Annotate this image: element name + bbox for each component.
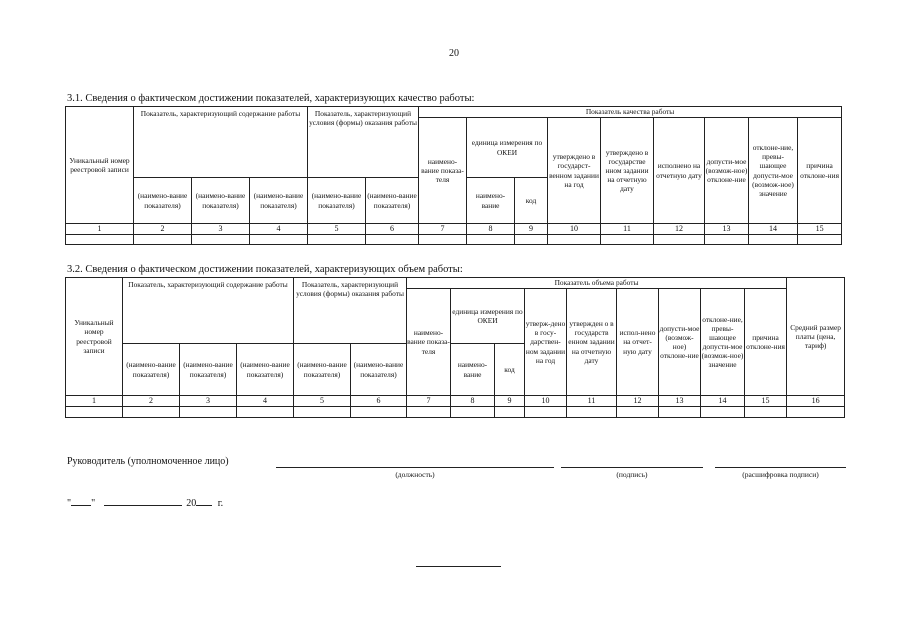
column-number: 2 (134, 224, 192, 235)
column-number: 12 (654, 224, 705, 235)
data-cell[interactable] (495, 407, 525, 418)
column-number: 2 (123, 396, 180, 407)
header-content-group: Показатель, характеризующий содержание работы (134, 107, 308, 178)
data-cell[interactable] (548, 234, 601, 244)
column-number: 6 (366, 224, 419, 235)
data-cell[interactable] (701, 407, 745, 418)
header-content-group: Показатель, характеризующий содержание работы (123, 278, 294, 344)
signature-line[interactable] (561, 467, 703, 468)
page-number: 20 (449, 48, 459, 59)
data-cell[interactable] (745, 407, 787, 418)
data-cell[interactable] (798, 234, 842, 244)
sub-name-2: (наимено-вание показателя) (180, 344, 237, 396)
data-cell[interactable] (654, 234, 705, 244)
sub-name-5: (наимено-вание показателя) (366, 178, 419, 224)
header-indicator-group: Показатель объема работы (407, 278, 787, 289)
month-field[interactable] (104, 496, 182, 506)
column-number: 6 (351, 396, 407, 407)
data-cell[interactable] (123, 407, 180, 418)
column-number: 4 (237, 396, 294, 407)
sub-name-4: (наимено-вание показателя) (294, 344, 351, 396)
footer-rule (416, 566, 501, 567)
year-prefix: 20 (186, 498, 197, 509)
data-cell[interactable] (134, 234, 192, 244)
header-average-price: Средний размер платы (цена, тариф) (787, 278, 845, 396)
column-number: 10 (525, 396, 567, 407)
column-number: 8 (467, 224, 515, 235)
header-allowed-deviation: допусти-мое (возмож-ное) отклоне-ние (705, 118, 749, 224)
column-number: 7 (407, 396, 451, 407)
column-number: 9 (515, 224, 548, 235)
column-number: 13 (659, 396, 701, 407)
data-cell[interactable] (308, 234, 366, 244)
column-number: 12 (617, 396, 659, 407)
header-approved-date: утвержден о в государств енном задании на отчетную дату (567, 289, 617, 396)
head-label: Руководитель (уполномоченное лицо) (67, 456, 229, 467)
data-cell[interactable] (294, 407, 351, 418)
year-field[interactable] (196, 496, 212, 506)
year-suffix: г. (217, 498, 224, 509)
quality-table (65, 106, 842, 245)
data-cell[interactable] (787, 407, 845, 418)
data-row (66, 234, 842, 244)
position-line[interactable] (276, 467, 554, 468)
decoding-line[interactable] (715, 467, 846, 468)
header-conditions-group: Показатель, характеризующий условия (формы) оказания работы (294, 278, 407, 344)
data-cell[interactable] (525, 407, 567, 418)
data-cell[interactable] (515, 234, 548, 244)
quote-open: " (67, 498, 72, 509)
sub-name-4: (наимено-вание показателя) (308, 178, 366, 224)
day-field[interactable] (71, 496, 91, 506)
header-allowed-deviation: допусти-мое (возмож-ное) отклоне-ние (659, 289, 701, 396)
header-excess-deviation: отклоне-ние, превы-шающее допусти-мое (возмож-ное) значение (749, 118, 798, 224)
data-cell[interactable] (192, 234, 250, 244)
column-number: 7 (419, 224, 467, 235)
header-indicator-group: Показатель качества работы (419, 107, 842, 118)
data-cell[interactable] (451, 407, 495, 418)
data-cell[interactable] (419, 234, 467, 244)
signature-caption: (подпись) (616, 470, 648, 479)
date-line (67, 496, 223, 509)
column-number: 9 (495, 396, 525, 407)
sub-name-3: (наимено-вание показателя) (250, 178, 308, 224)
column-number: 10 (548, 224, 601, 235)
header-reason: причина отклоне-ния (745, 289, 787, 396)
header-excess-deviation: отклоне-ние, превы-шающее допусти-мое (возмож-ное) значение (701, 289, 745, 396)
column-number: 16 (787, 396, 845, 407)
column-number: 1 (66, 396, 123, 407)
header-executed: испол-нено на отчет-ную дату (617, 289, 659, 396)
data-row (66, 407, 845, 418)
sub-name-1: (наимено-вание показателя) (123, 344, 180, 396)
sub-name-3: (наимено-вание показателя) (237, 344, 294, 396)
header-approved-year: утверждено в государст-венном задании на год (548, 118, 601, 224)
section-2-heading: 3.2. Сведения о фактическом достижении показателей, характеризующих объем работы: (67, 264, 463, 275)
column-number: 3 (192, 224, 250, 235)
sub-name-1: (наимено-вание показателя) (134, 178, 192, 224)
header-approved-date: утверждено в государстве нном задании на отчетную дату (601, 118, 654, 224)
column-number: 13 (705, 224, 749, 235)
quote-close: " (91, 498, 96, 509)
column-number: 1 (66, 224, 134, 235)
data-cell[interactable] (237, 407, 294, 418)
column-number: 5 (294, 396, 351, 407)
column-number: 15 (798, 224, 842, 235)
column-number: 15 (745, 396, 787, 407)
header-unit-name: наимено-вание (451, 344, 495, 396)
header-indicator-name: наимено-вание показа-теля (419, 118, 467, 224)
volume-table (65, 277, 845, 418)
header-approved-year: утверж-дено в госу-дарствен-ном задании на год (525, 289, 567, 396)
header-indicator-name: наимено-вание показа-теля (407, 289, 451, 396)
decoding-caption: (расшифровка подписи) (742, 470, 819, 479)
data-cell[interactable] (601, 234, 654, 244)
header-unit-code: код (515, 178, 548, 224)
data-cell[interactable] (407, 407, 451, 418)
section-1-heading: 3.1. Сведения о фактическом достижении показателей, характеризующих качество работы: (67, 93, 475, 104)
data-cell[interactable] (567, 407, 617, 418)
header-reason: причина отклоне-ния (798, 118, 842, 224)
data-cell[interactable] (659, 407, 701, 418)
data-cell[interactable] (749, 234, 798, 244)
header-unit-code: код (495, 344, 525, 396)
column-number: 14 (701, 396, 745, 407)
header-executed: исполнено на отчетную дату (654, 118, 705, 224)
data-cell[interactable] (705, 234, 749, 244)
data-cell[interactable] (66, 407, 123, 418)
sub-name-2: (наимено-вание показателя) (192, 178, 250, 224)
position-caption: (должность) (395, 470, 435, 479)
column-number: 3 (180, 396, 237, 407)
column-number: 14 (749, 224, 798, 235)
data-cell[interactable] (250, 234, 308, 244)
column-number: 5 (308, 224, 366, 235)
data-cell[interactable] (366, 234, 419, 244)
data-cell[interactable] (617, 407, 659, 418)
data-cell[interactable] (180, 407, 237, 418)
sub-name-5: (наимено-вание показателя) (351, 344, 407, 396)
data-cell[interactable] (351, 407, 407, 418)
column-numbers-row (66, 396, 845, 407)
data-cell[interactable] (467, 234, 515, 244)
header-unit-name: наимено-вание (467, 178, 515, 224)
column-number: 11 (601, 224, 654, 235)
column-number: 8 (451, 396, 495, 407)
header-unit-group: единица измерения по ОКЕИ (467, 118, 548, 178)
column-number: 4 (250, 224, 308, 235)
header-registry: Уникальный номер реестровой записи (66, 278, 123, 396)
header-registry: Уникальный номер реестровой записи (66, 107, 134, 224)
column-number: 11 (567, 396, 617, 407)
column-numbers-row (66, 224, 842, 235)
header-conditions-group: Показатель, характеризующий условия (формы) оказания работы (308, 107, 419, 178)
data-cell[interactable] (66, 234, 134, 244)
header-unit-group: единица измерения по ОКЕИ (451, 289, 525, 344)
